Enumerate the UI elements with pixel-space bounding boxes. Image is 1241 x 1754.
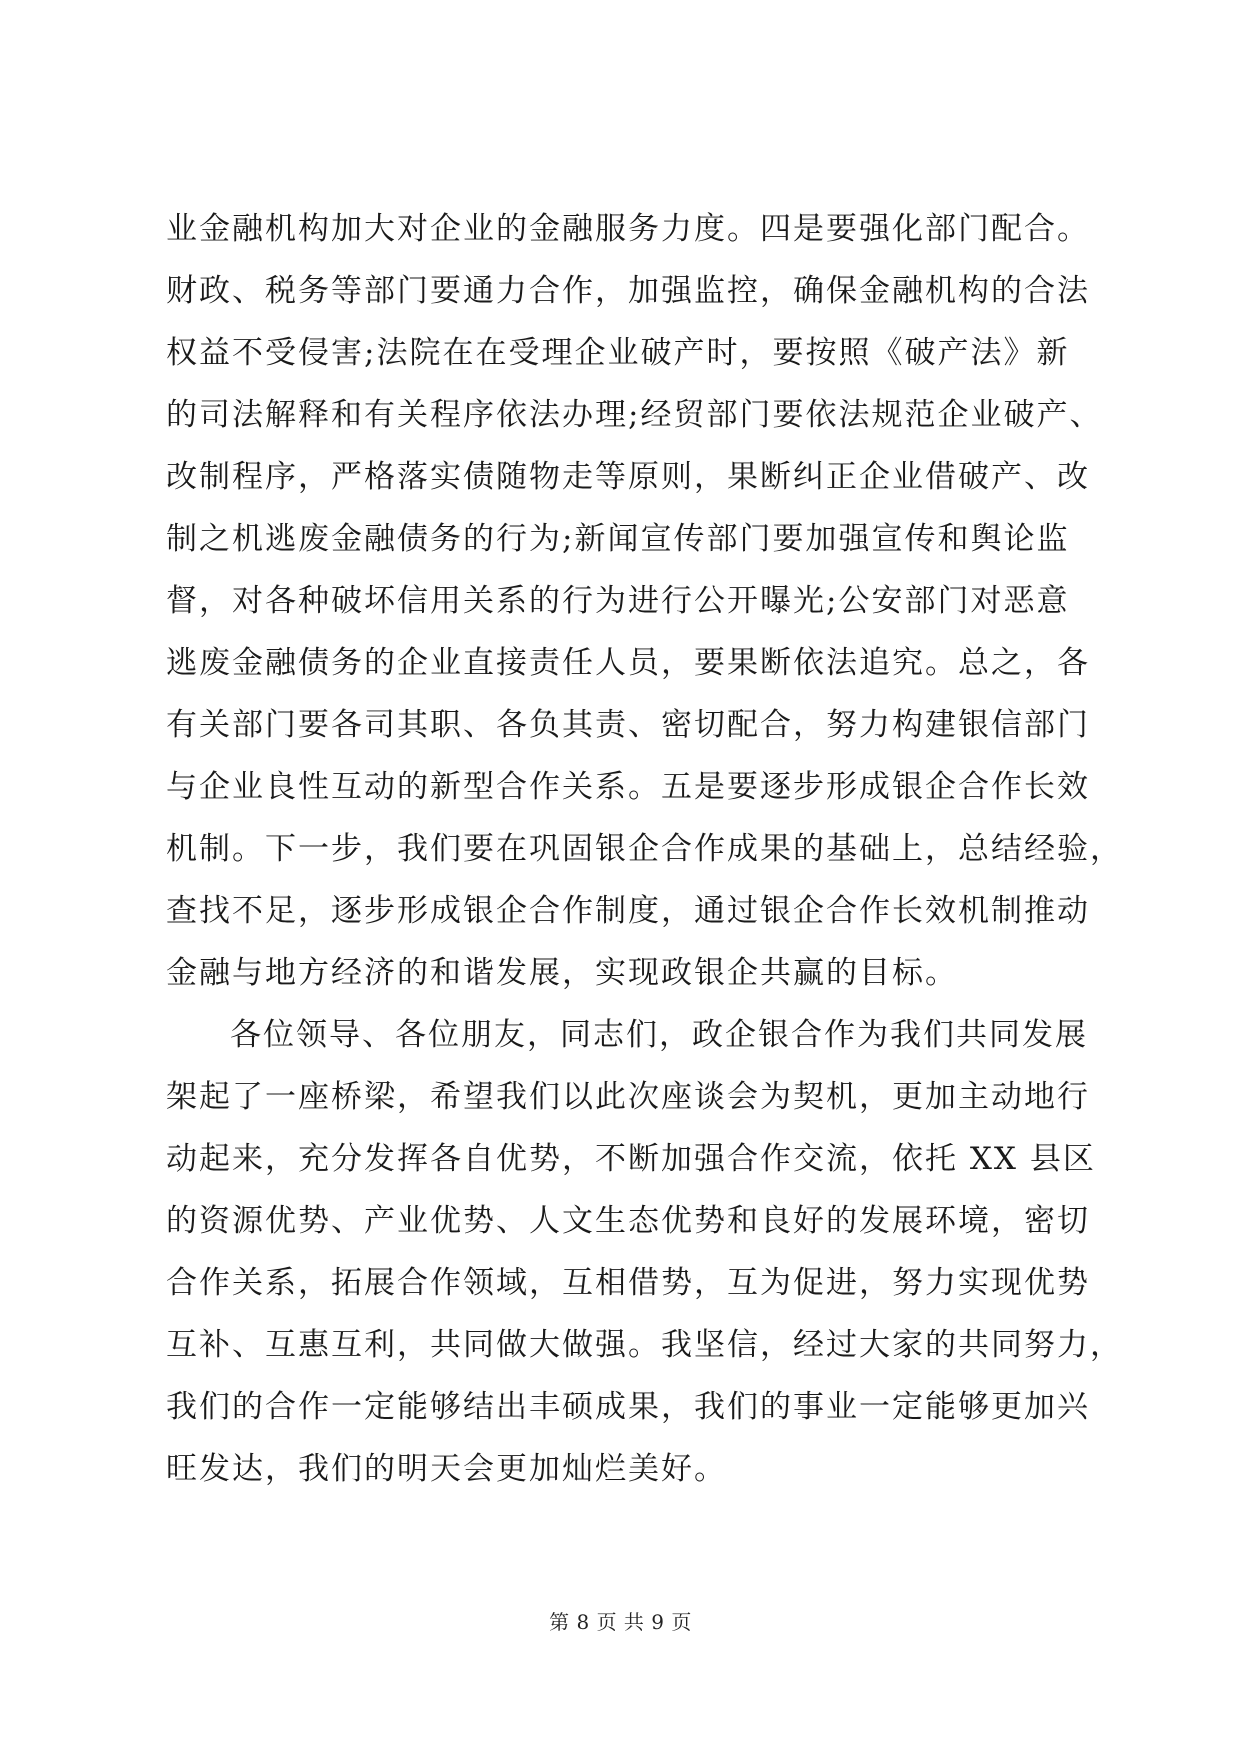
text-line: 督，对各种破坏信用关系的行为进行公开曝光;公安部门对恶意 xyxy=(166,583,1070,619)
text-line: 机制。下一步，我们要在巩固银企合作成果的基础上，总结经验， xyxy=(166,831,1123,867)
text-line: 我们的合作一定能够结出丰硕成果，我们的事业一定能够更加兴 xyxy=(166,1389,1090,1425)
text-line: 的司法解释和有关程序依法办理;经贸部门要依法规范企业破产、 xyxy=(166,397,1103,433)
text-line: 查找不足，逐步形成银企合作制度，通过银企合作长效机制推动 xyxy=(166,893,1090,929)
text-line: 逃废金融债务的企业直接责任人员，要果断依法追究。总之，各 xyxy=(166,645,1090,681)
text-line: 互补、互惠互利，共同做大做强。我坚信，经过大家的共同努力， xyxy=(166,1327,1123,1363)
text-line: 金融与地方经济的和谐发展，实现政银企共赢的目标。 xyxy=(166,955,958,991)
page-number-footer: 第 8 页 共 9 页 xyxy=(549,1610,692,1634)
paragraph-2 xyxy=(166,1004,1123,1500)
document-body xyxy=(166,198,1123,1500)
text-line: 权益不受侵害;法院在在受理企业破产时，要按照《破产法》新 xyxy=(166,335,1070,371)
text-line: 与企业良性互动的新型合作关系。五是要逐步形成银企合作长效 xyxy=(166,769,1090,805)
text-line: 的资源优势、产业优势、人文生态优势和良好的发展环境，密切 xyxy=(166,1203,1090,1239)
text-line: 旺发达，我们的明天会更加灿烂美好。 xyxy=(166,1451,727,1487)
text-line: 制之机逃废金融债务的行为;新闻宣传部门要加强宣传和舆论监 xyxy=(166,521,1070,557)
text-line: 各位领导、各位朋友，同志们，政企银合作为我们共同发展 xyxy=(230,1017,1088,1053)
text-line: 有关部门要各司其职、各负其责、密切配合，努力构建银信部门 xyxy=(166,707,1090,743)
text-line: 架起了一座桥梁，希望我们以此次座谈会为契机，更加主动地行 xyxy=(166,1079,1090,1115)
text-line: 财政、税务等部门要通力合作，加强监控，确保金融机构的合法 xyxy=(166,273,1090,309)
text-line: 动起来，充分发挥各自优势，不断加强合作交流，依托 XX 县区 xyxy=(166,1141,1096,1177)
paragraph-1 xyxy=(166,198,1123,1004)
text-line: 合作关系，拓展合作领域，互相借势，互为促进，努力实现优势 xyxy=(166,1265,1090,1301)
text-line: 业金融机构加大对企业的金融服务力度。四是要强化部门配合。 xyxy=(166,211,1090,247)
text-line: 改制程序，严格落实债随物走等原则，果断纠正企业借破产、改 xyxy=(166,459,1090,495)
